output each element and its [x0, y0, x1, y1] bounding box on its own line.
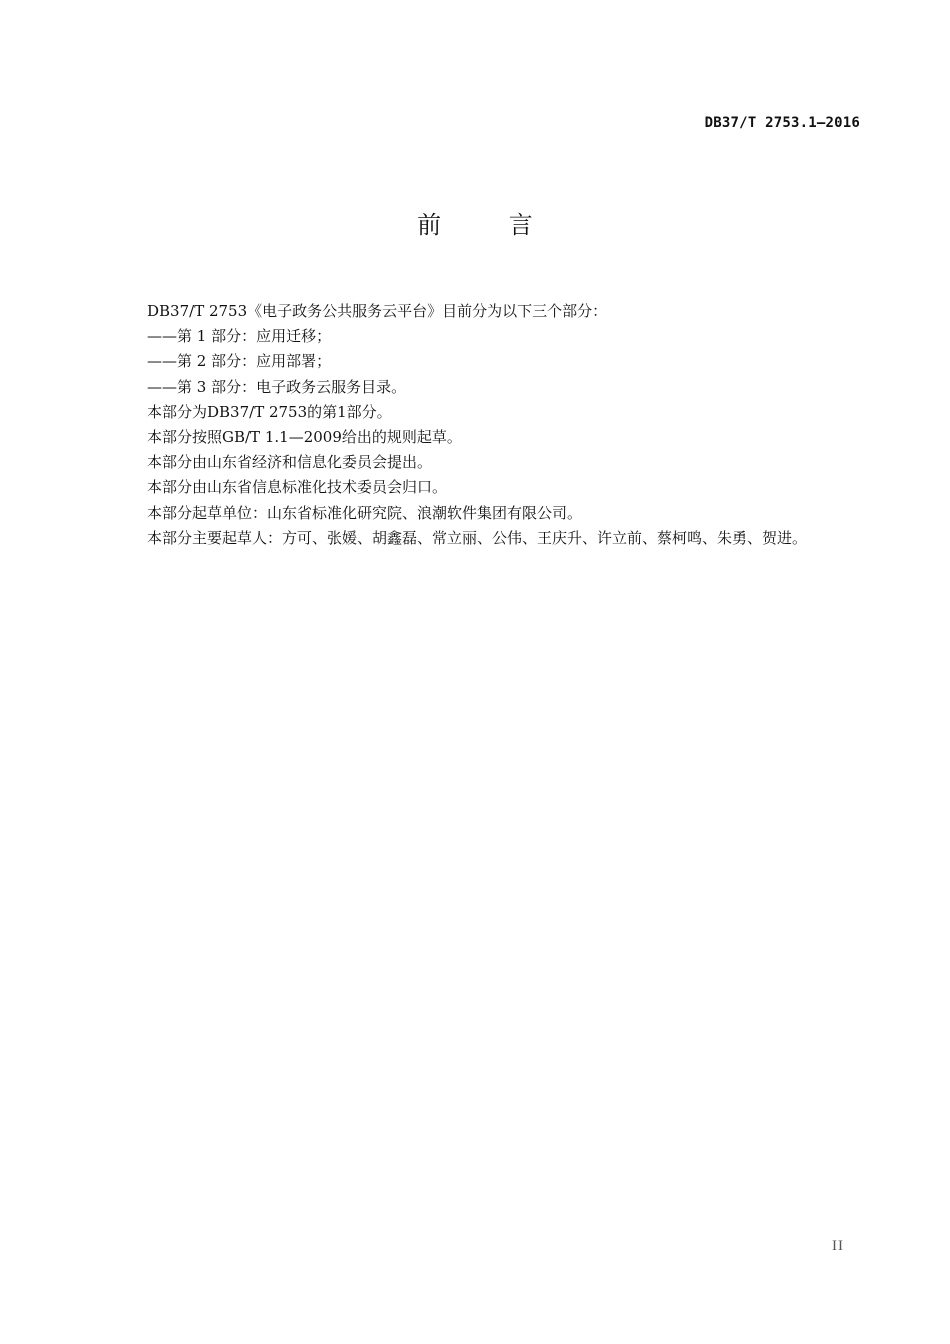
- paragraph-intro: DB37/T 2753《电子政务公共服务云平台》目前分为以下三个部分：: [147, 302, 608, 320]
- page-number: II: [832, 1238, 844, 1254]
- paragraph-part-1: ——第 1 部分：应用迁移；: [147, 327, 332, 346]
- paragraph-this-part: 本部分为DB37/T 2753的第1部分。: [147, 402, 392, 421]
- paragraph-drafting-rules: 本部分按照GB/T 1.1—2009给出的规则起草。: [147, 427, 462, 446]
- paragraph-drafting-units: 本部分起草单位：山东省标准化研究院、浪潮软件集团有限公司。: [147, 503, 583, 522]
- paragraph-drafters: 本部分主要起草人：方可、张媛、胡鑫磊、常立丽、公伟、王庆升、许立前、蔡柯鸣、朱勇、贺进。: [147, 528, 808, 547]
- paragraph-centralized-by: 本部分由山东省信息标准化技术委员会归口。: [147, 478, 448, 497]
- paragraph-part-2: ——第 2 部分：应用部署；: [147, 352, 332, 371]
- standard-code: DB37/T 2753.1—2016: [704, 115, 860, 131]
- paragraph-proposed-by: 本部分由山东省经济和信息化委员会提出。: [147, 453, 433, 472]
- foreword-body: [147, 299, 887, 551]
- paragraph-part-3: ——第 3 部分：电子政务云服务目录。: [147, 377, 407, 396]
- page-title: 前 言: [417, 211, 563, 239]
